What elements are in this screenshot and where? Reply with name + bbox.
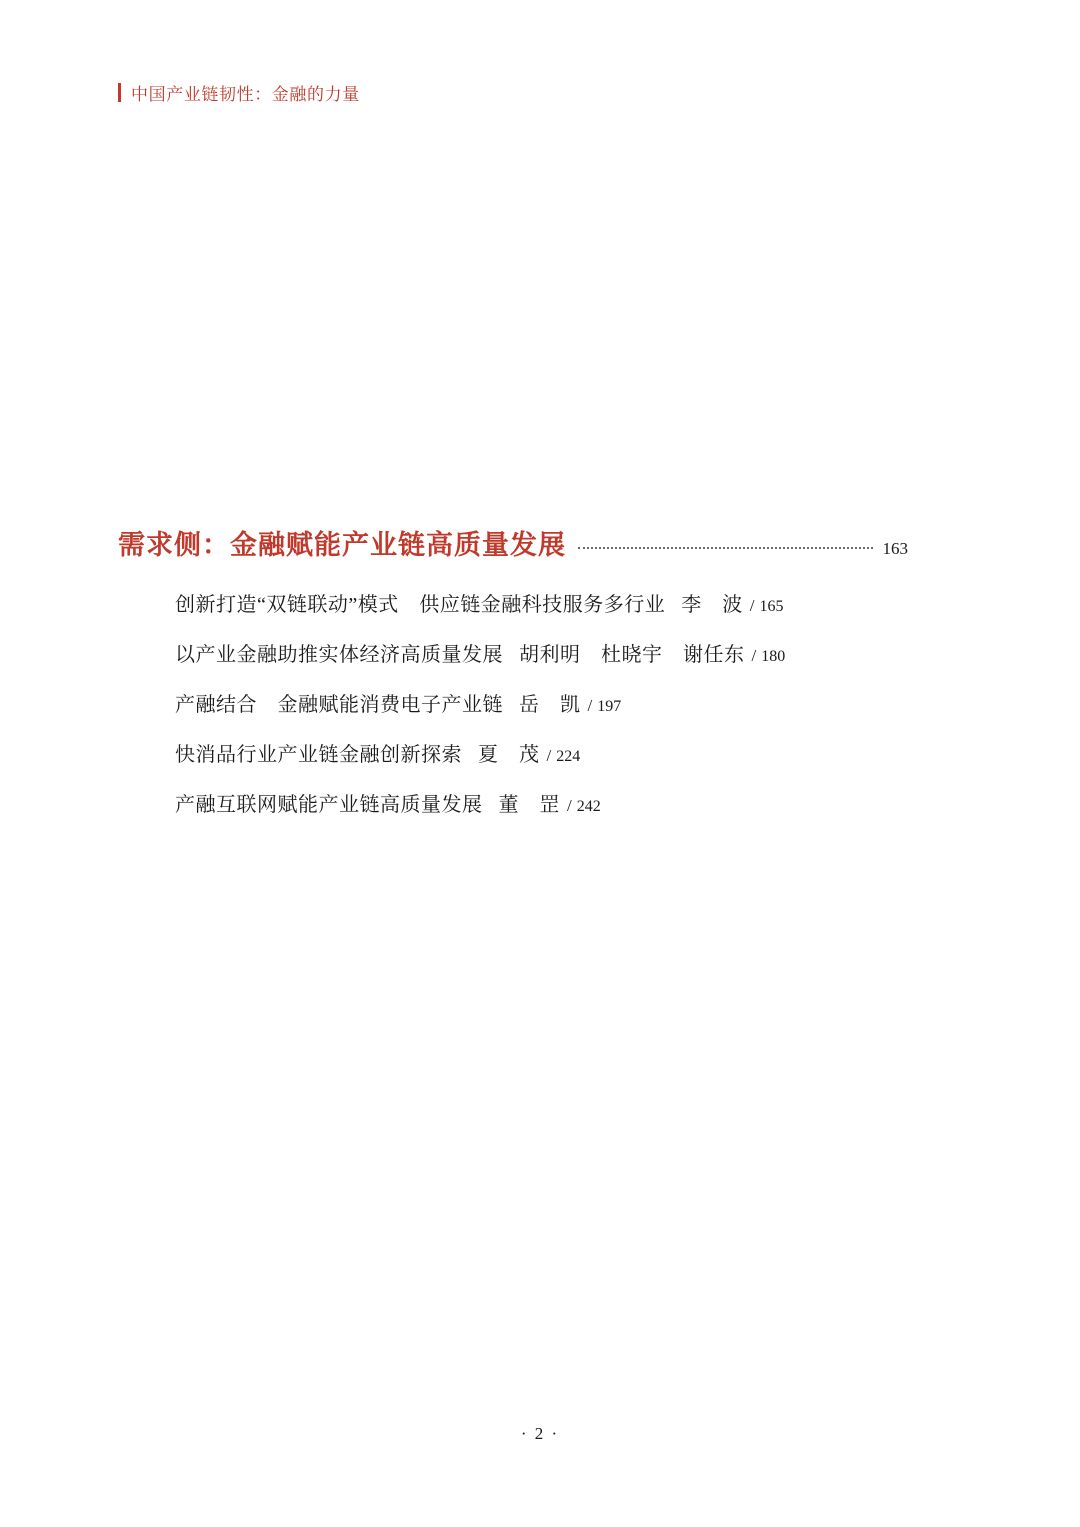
list-item — [175, 742, 935, 769]
toc-entry-separator: / — [546, 746, 552, 765]
toc-section-page: 163 — [882, 539, 908, 558]
running-header-title: 中国产业链韧性：金融的力量 — [131, 85, 360, 104]
toc-entry-authors: 李 波 — [681, 594, 743, 616]
toc-entry-page: 224 — [556, 748, 581, 765]
toc-entry-title: 创新打造“双链联动”模式 供应链金融科技服务多行业 — [175, 594, 666, 616]
header-rule-mark — [118, 83, 121, 102]
toc-leader-dots — [578, 546, 873, 549]
list-item — [175, 792, 935, 819]
running-header — [118, 80, 360, 105]
list-item — [175, 692, 935, 719]
toc-entry-separator: / — [587, 696, 593, 715]
toc-entry-page: 165 — [759, 598, 784, 615]
toc-section-heading — [118, 523, 908, 562]
toc-entry-list — [175, 592, 935, 842]
toc-entry-title: 产融结合 金融赋能消费电子产业链 — [175, 694, 503, 716]
toc-entry-page: 242 — [576, 798, 601, 815]
toc-entry-authors: 岳 凯 — [519, 694, 581, 716]
toc-entry-authors: 董 罡 — [498, 794, 560, 816]
toc-entry-authors: 胡利明 杜晓宇 谢任东 — [519, 644, 745, 666]
toc-entry-page: 197 — [597, 698, 622, 715]
list-item — [175, 642, 935, 669]
toc-entry-separator: / — [751, 646, 757, 665]
toc-entry-separator: / — [567, 796, 572, 815]
toc-entry-separator: / — [749, 596, 755, 615]
toc-entry-title: 以产业金融助推实体经济高质量发展 — [175, 644, 503, 666]
toc-section-title: 需求侧：金融赋能产业链高质量发展 — [118, 530, 566, 560]
page-folio: · 2 · — [520, 1424, 560, 1443]
toc-entry-title: 快消品行业产业链金融创新探索 — [175, 744, 462, 766]
toc-entry-authors: 夏 茂 — [478, 744, 540, 766]
toc-entry-title: 产融互联网赋能产业链高质量发展 — [175, 794, 483, 816]
toc-entry-page: 180 — [761, 648, 786, 665]
list-item — [175, 592, 935, 619]
